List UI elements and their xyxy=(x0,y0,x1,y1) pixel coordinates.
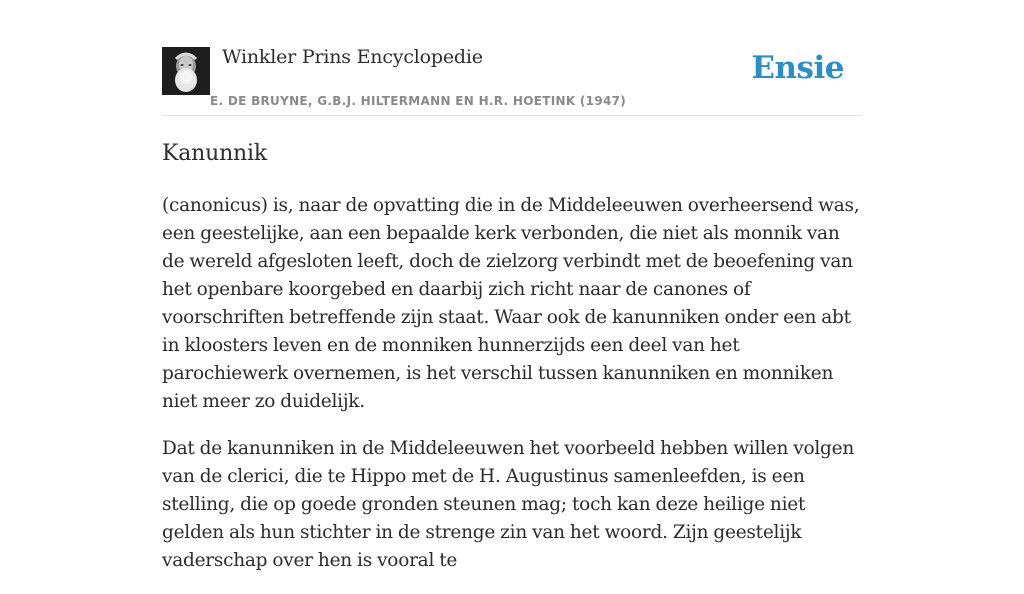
author-avatar[interactable] xyxy=(162,47,210,95)
source-authors: E. DE BRUYNE, G.B.J. HILTERMANN EN H.R. HOETINK (1947) xyxy=(210,94,627,108)
ensie-logo[interactable]: Ensie xyxy=(751,50,844,86)
article-title: Kanunnik xyxy=(162,141,267,166)
article-body xyxy=(162,192,862,594)
page-container xyxy=(162,0,862,571)
source-header xyxy=(162,0,862,116)
author-portrait-icon xyxy=(162,47,210,95)
source-title[interactable]: Winkler Prins Encyclopedie xyxy=(222,46,483,68)
article-paragraph: (canonicus) is, naar de opvatting die in de Middeleeuwen overheersend was, een geestelijke, aan een bepaalde kerk verbonden, die niet als monnik van de wereld afgesloten leeft, doch de zielzorg verbindt met de beoefening van het openbare koorgebed en daarbij zich richt naar de canones of voorschriften betreffende zijn staat. Waar ook de kanunniken onder een abt in kloosters leven en de monniken hunnerzijds een deel van het parochiewerk overnemen, is het verschil tussen kanunniken en monniken niet meer zo duidelijk. xyxy=(162,195,860,412)
article-paragraph: Dat de kanunniken in de Middeleeuwen het voorbeeld hebben willen volgen van de clerici, die te Hippo met de H. Augustinus samenleefden, is een stelling, die op goede gronden steunen mag; toch kan deze heilige niet gelden als hun stichter in de strenge zin van het woord. Zijn geestelijk vaderschap over hen is vooral te xyxy=(162,438,855,571)
